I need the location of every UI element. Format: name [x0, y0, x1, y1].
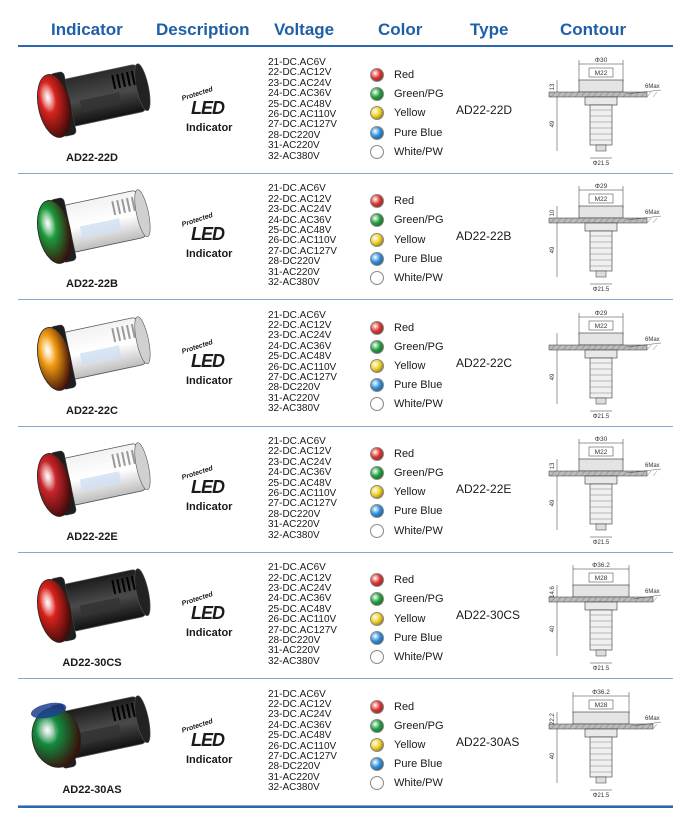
- voltage-item: 31-AC220V: [268, 519, 320, 531]
- color-dot-icon: [370, 106, 384, 120]
- voltage-item: 27-DC.AC127V: [268, 372, 337, 384]
- color-dot-icon: [370, 271, 384, 285]
- contour-top-dimension: Φ29: [594, 309, 608, 317]
- product-row: [18, 48, 673, 174]
- type-value: AD22-30CS: [456, 608, 521, 623]
- voltage-item: 27-DC.AC127V: [268, 498, 337, 510]
- voltage-item: 21-DC.AC6V: [268, 435, 326, 447]
- contour-body-dimension: 49: [550, 120, 556, 128]
- voltage-item: 31-AC220V: [268, 266, 320, 278]
- voltage-item: 28-DC220V: [268, 508, 321, 520]
- contour-bottom-dimension: Φ21.5: [592, 792, 610, 798]
- contour-max-label: 6Max: [645, 210, 660, 217]
- color-label: Red: [394, 321, 415, 334]
- voltage-item: 22-DC.AC12V: [268, 320, 332, 331]
- color-label: Pure Blue: [394, 758, 443, 771]
- voltage-item: 21-DC.AC6V: [268, 57, 326, 68]
- color-item: [370, 396, 480, 415]
- contour-side-dimension: 22.2: [550, 712, 556, 725]
- voltage-item: 24-DC.AC36V: [268, 88, 332, 100]
- color-dot-icon: [370, 700, 384, 714]
- voltage-item: 28-DC220V: [268, 256, 321, 268]
- color-label: Green/PG: [394, 593, 444, 606]
- contour-top-dimension: Φ36.2: [592, 562, 610, 570]
- voltage-item: 31-AC220V: [268, 771, 320, 783]
- color-dot-icon: [370, 573, 384, 587]
- color-dot-icon: [370, 145, 384, 159]
- contour-top-dimension: Φ36.2: [592, 688, 610, 696]
- indicator-label: Indicator: [186, 627, 233, 640]
- color-item: [370, 699, 480, 718]
- indicator-cell: [18, 301, 166, 427]
- indicator-cell: [18, 174, 166, 300]
- color-label: Yellow: [394, 107, 426, 120]
- voltage-item: 21-DC.AC6V: [268, 562, 326, 574]
- header-divider: [18, 45, 673, 47]
- voltage-item: 28-DC220V: [268, 761, 321, 773]
- color-dot-icon: [370, 87, 384, 101]
- color-dot-icon: [370, 321, 384, 335]
- contour-diagram: [543, 180, 668, 292]
- table-header: [18, 12, 673, 46]
- voltage-item: 32-AC380V: [268, 655, 320, 667]
- color-item: [370, 446, 480, 465]
- color-label: Green/PG: [394, 719, 444, 732]
- color-item: [370, 630, 480, 649]
- voltage-item: 26-DC.AC110V: [268, 109, 337, 121]
- product-row: [18, 553, 673, 679]
- indicator-cell: [18, 427, 166, 553]
- color-item: [370, 523, 480, 542]
- voltage-item: 23-DC.AC24V: [268, 456, 332, 468]
- color-item: [370, 251, 480, 270]
- voltage-item: 27-DC.AC127V: [268, 750, 337, 762]
- voltage-item: 25-DC.AC48V: [268, 98, 332, 110]
- product-row: [18, 301, 673, 427]
- contour-side-dimension: 13: [550, 462, 556, 470]
- voltage-item: 21-DC.AC6V: [268, 309, 326, 321]
- led-label: LED: [191, 98, 224, 118]
- product-row: [18, 680, 673, 806]
- color-dot-icon: [370, 126, 384, 140]
- contour-top-dimension: Φ30: [594, 57, 608, 64]
- voltage-item: 25-DC.AC48V: [268, 351, 332, 363]
- contour-body-dimension: 40: [550, 752, 556, 759]
- header-type: Type: [470, 20, 509, 39]
- product-row: [18, 174, 673, 300]
- color-label: Red: [394, 69, 415, 81]
- color-dot-icon: [370, 485, 384, 499]
- contour-diagram: [543, 686, 668, 798]
- color-item: [370, 572, 480, 591]
- color-item: [370, 67, 480, 86]
- indicator-cell: [18, 48, 166, 174]
- led-label: LED: [191, 603, 224, 624]
- contour-body-dimension: 49: [550, 499, 556, 507]
- description-cell: [176, 464, 246, 517]
- description-cell: [176, 212, 246, 264]
- protected-label: Protected: [181, 464, 214, 482]
- color-dot-icon: [370, 378, 384, 392]
- description-cell: [176, 86, 246, 138]
- footer-divider: [18, 806, 673, 808]
- voltage-item: 24-DC.AC36V: [268, 340, 332, 352]
- contour-body-dimension: 40: [550, 625, 556, 633]
- voltage-item: 32-AC380V: [268, 276, 320, 288]
- contour-thread-dimension: M28: [594, 575, 608, 583]
- voltage-list: [268, 184, 358, 288]
- contour-drawing: [543, 307, 668, 419]
- color-dot-icon: [370, 776, 384, 790]
- product-name: AD22-22D: [66, 152, 118, 164]
- voltage-item: 22-DC.AC12V: [268, 193, 332, 205]
- contour-thread-dimension: M22: [594, 448, 608, 456]
- product-name: AD22-22C: [66, 404, 118, 417]
- contour-top-dimension: Φ29: [594, 183, 608, 191]
- voltage-list: [268, 311, 358, 415]
- color-dot-icon: [370, 612, 384, 626]
- indicator-cell: [18, 680, 166, 806]
- contour-bottom-dimension: Φ21.5: [592, 287, 610, 293]
- color-dot-icon: [370, 738, 384, 752]
- color-dot-icon: [370, 466, 384, 480]
- voltage-item: 32-AC380V: [268, 529, 320, 541]
- contour-drawing: [543, 180, 668, 292]
- color-dot-icon: [370, 68, 384, 82]
- color-item: [370, 649, 480, 668]
- color-label: Yellow: [394, 359, 426, 372]
- contour-bottom-dimension: Φ21.5: [592, 413, 610, 419]
- led-label: LED: [191, 350, 224, 371]
- voltage-item: 25-DC.AC48V: [268, 224, 332, 236]
- color-dot-icon: [370, 359, 384, 373]
- color-item: [370, 320, 480, 339]
- color-label: Red: [394, 195, 415, 208]
- voltage-item: 23-DC.AC24V: [268, 77, 332, 89]
- indicator-label: Indicator: [186, 753, 233, 766]
- color-label: Red: [394, 447, 415, 460]
- voltage-item: 25-DC.AC48V: [268, 477, 332, 489]
- voltage-list: [268, 690, 358, 794]
- indicator-label: Indicator: [186, 374, 233, 387]
- color-label: White/PW: [394, 650, 443, 663]
- color-label: Green/PG: [394, 214, 444, 227]
- protected-label: Protected: [181, 338, 214, 356]
- voltage-item: 26-DC.AC110V: [268, 487, 337, 499]
- voltage-item: 23-DC.AC24V: [268, 709, 332, 721]
- contour-max-label: 6Max: [645, 84, 660, 90]
- contour-side-dimension: 14.6: [550, 586, 556, 599]
- indicator-label: Indicator: [186, 248, 233, 261]
- header-indicator: Indicator: [51, 20, 123, 39]
- voltage-item: 31-AC220V: [268, 392, 320, 404]
- color-label: White/PW: [394, 272, 443, 285]
- color-dot-icon: [370, 340, 384, 354]
- color-label: Yellow: [394, 233, 426, 246]
- led-label: LED: [191, 476, 224, 497]
- protected-label: Protected: [181, 591, 214, 608]
- color-label: Red: [394, 574, 415, 587]
- color-dot-icon: [370, 504, 384, 518]
- voltage-item: 32-AC380V: [268, 403, 320, 415]
- color-item: [370, 775, 480, 794]
- contour-side-dimension: 10: [550, 209, 556, 217]
- voltage-item: 26-DC.AC110V: [268, 361, 337, 373]
- voltage-item: 28-DC220V: [268, 635, 321, 647]
- color-dot-icon: [370, 233, 384, 247]
- indicator-label: Indicator: [186, 500, 233, 513]
- led-label: LED: [191, 729, 224, 750]
- color-label: Green/PG: [394, 467, 444, 480]
- color-label: Yellow: [394, 612, 426, 625]
- header-contour: Contour: [560, 20, 627, 39]
- color-dot-icon: [370, 650, 384, 664]
- protected-label: Protected: [181, 86, 214, 103]
- voltage-item: 26-DC.AC110V: [268, 614, 337, 626]
- voltage-item: 26-DC.AC110V: [268, 740, 337, 752]
- voltage-item: 23-DC.AC24V: [268, 583, 332, 594]
- color-label: Green/PG: [394, 88, 444, 101]
- voltage-item: 28-DC220V: [268, 129, 321, 141]
- protected-label: Protected: [181, 212, 214, 229]
- voltage-item: 25-DC.AC48V: [268, 730, 332, 742]
- voltage-item: 22-DC.AC12V: [268, 67, 332, 79]
- contour-thread-dimension: M28: [594, 701, 608, 709]
- color-label: White/PW: [394, 777, 443, 790]
- color-item: [370, 144, 480, 163]
- voltage-item: 24-DC.AC36V: [268, 214, 332, 226]
- voltage-item: 31-AC220V: [268, 140, 320, 152]
- product-name: AD22-22B: [66, 278, 118, 291]
- voltage-item: 22-DC.AC12V: [268, 698, 332, 710]
- color-item: [370, 377, 480, 396]
- voltage-item: 27-DC.AC127V: [268, 624, 337, 636]
- color-label: Green/PG: [394, 340, 444, 353]
- indicator-lamp-image: [18, 301, 166, 405]
- color-dot-icon: [370, 447, 384, 461]
- color-label: White/PW: [394, 398, 443, 411]
- contour-side-dimension: 13: [550, 83, 556, 91]
- contour-max-label: 6Max: [645, 462, 660, 469]
- color-label: Pure Blue: [394, 126, 443, 139]
- color-item: [370, 756, 480, 775]
- product-row: [18, 427, 673, 553]
- contour-bottom-dimension: Φ21.5: [592, 161, 610, 166]
- product-name: AD22-30AS: [62, 783, 122, 796]
- description-cell: [176, 591, 246, 643]
- header-color: Color: [378, 20, 423, 39]
- voltage-item: 27-DC.AC127V: [268, 119, 337, 131]
- voltage-item: 21-DC.AC6V: [268, 183, 326, 195]
- type-value: AD22-30AS: [456, 734, 520, 749]
- contour-bottom-dimension: Φ21.5: [592, 666, 610, 672]
- indicator-lamp-image: [18, 680, 166, 784]
- voltage-item: 25-DC.AC48V: [268, 603, 332, 615]
- color-dot-icon: [370, 252, 384, 266]
- indicator-label: Indicator: [186, 122, 233, 134]
- contour-max-label: 6Max: [645, 715, 660, 722]
- contour-drawing: [543, 559, 668, 671]
- contour-thread-dimension: M22: [594, 196, 608, 204]
- color-dot-icon: [370, 719, 384, 733]
- voltage-item: 24-DC.AC36V: [268, 593, 332, 605]
- product-name: AD22-22E: [66, 530, 118, 543]
- color-label: White/PW: [394, 145, 443, 158]
- contour-body-dimension: 49: [550, 373, 556, 380]
- header-voltage: Voltage: [274, 20, 335, 39]
- voltage-item: 32-AC380V: [268, 150, 320, 162]
- voltage-item: 31-AC220V: [268, 645, 320, 657]
- color-dot-icon: [370, 213, 384, 227]
- type-value: AD22-22D: [456, 103, 513, 117]
- contour-body-dimension: 49: [550, 246, 556, 254]
- indicator-lamp-image: [18, 427, 166, 531]
- voltage-item: 24-DC.AC36V: [268, 467, 332, 479]
- color-dot-icon: [370, 757, 384, 771]
- voltage-item: 26-DC.AC110V: [268, 235, 337, 247]
- contour-diagram: [543, 433, 668, 545]
- product-name: AD22-30CS: [62, 657, 122, 670]
- color-item: [370, 125, 480, 144]
- voltage-list: [268, 437, 358, 541]
- color-item: [370, 503, 480, 522]
- header-description: Description: [156, 20, 250, 39]
- voltage-item: 28-DC220V: [268, 382, 321, 394]
- indicator-cell: [18, 553, 166, 679]
- indicator-lamp-image: [18, 48, 166, 152]
- color-label: Pure Blue: [394, 252, 443, 265]
- color-label: Pure Blue: [394, 379, 443, 392]
- contour-diagram: [543, 307, 668, 419]
- contour-drawing: [543, 433, 668, 545]
- indicator-lamp-image: [18, 553, 166, 657]
- color-label: Yellow: [394, 738, 426, 751]
- voltage-item: 22-DC.AC12V: [268, 572, 332, 584]
- color-item: [370, 193, 480, 212]
- protected-label: Protected: [181, 717, 214, 735]
- color-dot-icon: [370, 524, 384, 538]
- voltage-item: 23-DC.AC24V: [268, 204, 332, 216]
- contour-diagram: [543, 559, 668, 671]
- contour-thread-dimension: M22: [594, 322, 608, 330]
- description-cell: [176, 338, 246, 391]
- voltage-item: 24-DC.AC36V: [268, 719, 332, 731]
- voltage-item: 23-DC.AC24V: [268, 330, 332, 342]
- contour-bottom-dimension: Φ21.5: [592, 539, 610, 545]
- color-dot-icon: [370, 631, 384, 645]
- led-label: LED: [191, 224, 224, 245]
- color-dot-icon: [370, 397, 384, 411]
- color-label: Pure Blue: [394, 505, 443, 518]
- type-value: AD22-22E: [456, 481, 512, 496]
- voltage-item: 21-DC.AC6V: [268, 688, 326, 700]
- color-label: White/PW: [394, 524, 443, 537]
- contour-drawing: [543, 54, 668, 166]
- contour-max-label: 6Max: [645, 589, 660, 596]
- color-dot-icon: [370, 194, 384, 208]
- type-value: AD22-22C: [456, 355, 513, 370]
- voltage-item: 32-AC380V: [268, 782, 320, 794]
- color-label: Red: [394, 700, 415, 713]
- color-label: Pure Blue: [394, 631, 443, 644]
- type-value: AD22-22B: [456, 229, 512, 244]
- voltage-list: [268, 58, 358, 162]
- contour-drawing: [543, 686, 668, 798]
- contour-max-label: 6Max: [645, 336, 660, 343]
- color-label: Yellow: [394, 486, 426, 499]
- description-cell: [176, 717, 246, 770]
- color-item: [370, 270, 480, 289]
- contour-thread-dimension: M22: [594, 70, 608, 77]
- voltage-item: 27-DC.AC127V: [268, 245, 337, 257]
- indicator-lamp-image: [18, 174, 166, 278]
- voltage-item: 22-DC.AC12V: [268, 446, 332, 458]
- color-dot-icon: [370, 592, 384, 606]
- contour-top-dimension: Φ30: [594, 435, 608, 443]
- voltage-list: [268, 563, 358, 667]
- contour-diagram: [543, 54, 668, 166]
